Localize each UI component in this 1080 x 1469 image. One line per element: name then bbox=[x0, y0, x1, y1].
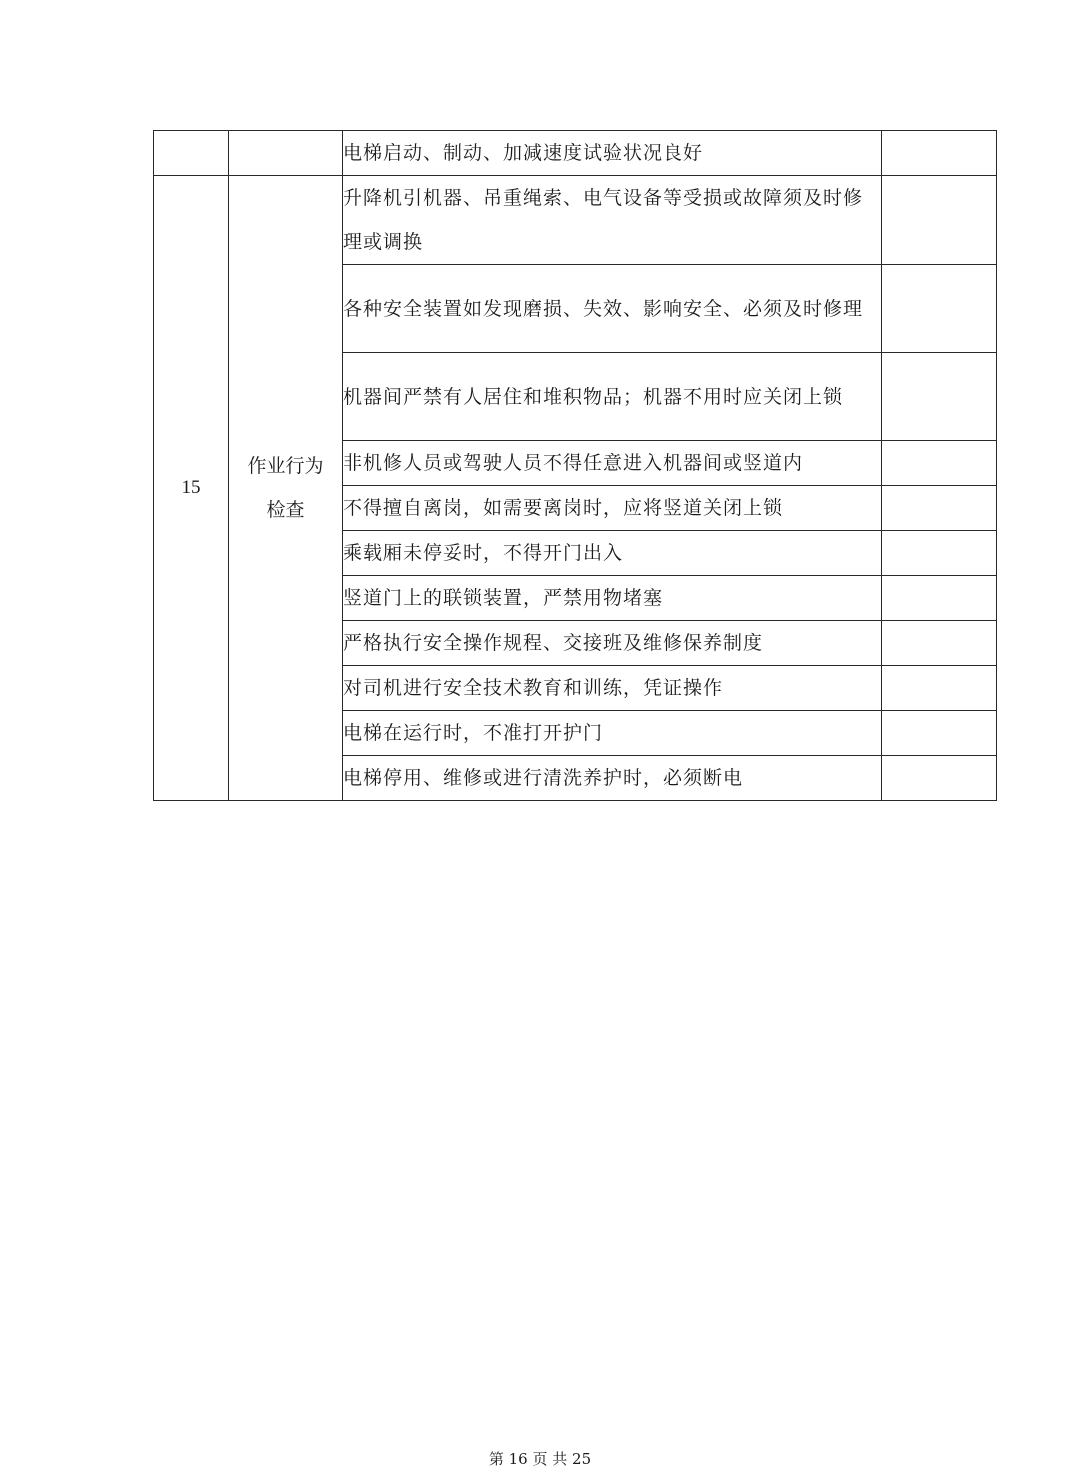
page-number-footer: 第 16 页 共 25 bbox=[488, 1450, 592, 1468]
result-cell bbox=[882, 265, 997, 353]
check-item-cell: 升降机引机器、吊重绳索、电气设备等受损或故障须及时修理或调换 bbox=[343, 176, 882, 265]
table-row bbox=[154, 131, 997, 176]
result-cell bbox=[882, 176, 997, 265]
category-line-1: 作业行为 bbox=[247, 455, 324, 477]
check-item-cell: 电梯启动、制动、加减速度试验状况良好 bbox=[343, 131, 882, 176]
result-cell bbox=[882, 353, 997, 441]
inspection-table bbox=[153, 130, 997, 801]
result-cell bbox=[882, 666, 997, 711]
check-item-cell: 对司机进行安全技术教育和训练，凭证操作 bbox=[343, 666, 882, 711]
result-cell bbox=[882, 576, 997, 621]
check-item-cell: 电梯停用、维修或进行清洗养护时，必须断电 bbox=[343, 756, 882, 801]
row-number-cell bbox=[154, 131, 229, 176]
section-number-cell: 15 bbox=[154, 176, 229, 801]
result-cell bbox=[882, 756, 997, 801]
result-cell bbox=[882, 531, 997, 576]
check-item-cell: 电梯在运行时，不准打开护门 bbox=[343, 711, 882, 756]
check-item-cell: 严格执行安全操作规程、交接班及维修保养制度 bbox=[343, 621, 882, 666]
result-cell bbox=[882, 131, 997, 176]
category-cell bbox=[229, 131, 343, 176]
check-item-cell: 乘载厢未停妥时，不得开门出入 bbox=[343, 531, 882, 576]
section-category-cell bbox=[229, 176, 343, 801]
check-item-cell: 竖道门上的联锁装置，严禁用物堵塞 bbox=[343, 576, 882, 621]
result-cell bbox=[882, 621, 997, 666]
result-cell bbox=[882, 441, 997, 486]
result-cell bbox=[882, 711, 997, 756]
check-item-cell: 各种安全装置如发现磨损、失效、影响安全、必须及时修理 bbox=[343, 265, 882, 353]
table-row bbox=[154, 176, 997, 265]
check-item-cell: 非机修人员或驾驶人员不得任意进入机器间或竖道内 bbox=[343, 441, 882, 486]
check-item-cell: 机器间严禁有人居住和堆积物品；机器不用时应关闭上锁 bbox=[343, 353, 882, 441]
category-line-2: 检查 bbox=[266, 499, 305, 521]
check-item-cell: 不得擅自离岗，如需要离岗时，应将竖道关闭上锁 bbox=[343, 486, 882, 531]
result-cell bbox=[882, 486, 997, 531]
